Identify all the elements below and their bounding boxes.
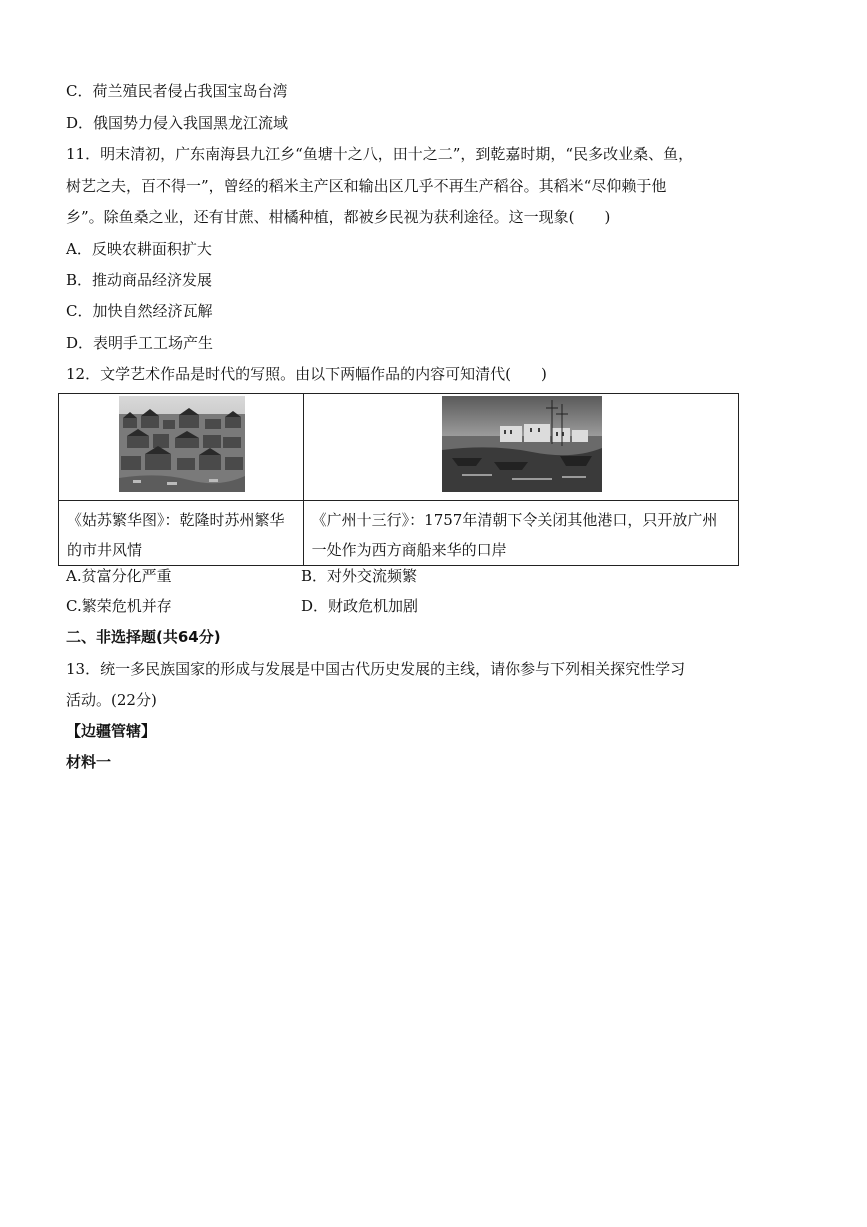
question-11-line2: 树艺之夫，百不得一”，曾经的稻米主产区和输出区几乎不再生产稻谷。其稻米“尽仰赖于他	[66, 177, 667, 195]
option-a-q12: A.贫富分化严重	[66, 567, 172, 585]
option-d-q11: D．表明手工工场产生	[66, 334, 214, 352]
option-a-q11: A．反映农耕面积扩大	[66, 240, 212, 258]
question-13-line1: 13．统一多民族国家的形成与发展是中国古代历史发展的主线，请你参与下列相关探究性学习	[66, 660, 686, 678]
sub-heading: 【边疆管辖】	[66, 722, 157, 740]
question-11-line3: 乡”。除鱼桑之业，还有甘蔗、柑橘种植，都被乡民视为获利途径。这一现象( )	[66, 208, 611, 226]
option-c-q11: C．加快自然经济瓦解	[66, 302, 213, 320]
guangzhou-caption: 《广州十三行》：1757年清朝下令关闭其他港口，只开放广州一处作为西方商船来华的口岸	[303, 501, 738, 566]
option-d-q12: D．财政危机加剧	[301, 597, 419, 615]
option-d-q10: D．俄国势力侵入我国黑龙江流域	[66, 114, 289, 132]
question-11-line1: 11．明末清初，广东南海县九江乡“鱼塘十之八，田十之二”，到乾嘉时期，“民多改业桑、鱼，	[66, 145, 694, 163]
option-c-q12: C.繁荣危机并存	[66, 597, 172, 615]
suzhou-painting-image	[119, 396, 245, 492]
material-label: 材料一	[66, 753, 112, 771]
suzhou-painting-cell	[59, 394, 304, 501]
options-row1-q12	[66, 566, 418, 586]
section-heading: 二、非选择题(共64分)	[66, 628, 221, 646]
options-row2-q12	[66, 596, 419, 616]
artworks-table	[58, 393, 739, 566]
option-b-q11: B．推动商品经济发展	[66, 271, 213, 289]
option-c-q10: C．荷兰殖民者侵占我国宝岛台湾	[66, 82, 288, 100]
option-b-q12: B．对外交流频繁	[301, 567, 418, 585]
question-12: 12．文学艺术作品是时代的写照。由以下两幅作品的内容可知清代( )	[66, 365, 547, 383]
guangzhou-painting-image	[442, 396, 602, 492]
suzhou-caption: 《姑苏繁华图》：乾隆时苏州繁华的市井风情	[59, 501, 304, 566]
question-13-line2: 活动。(22分)	[66, 691, 157, 709]
guangzhou-painting-cell	[303, 394, 738, 501]
